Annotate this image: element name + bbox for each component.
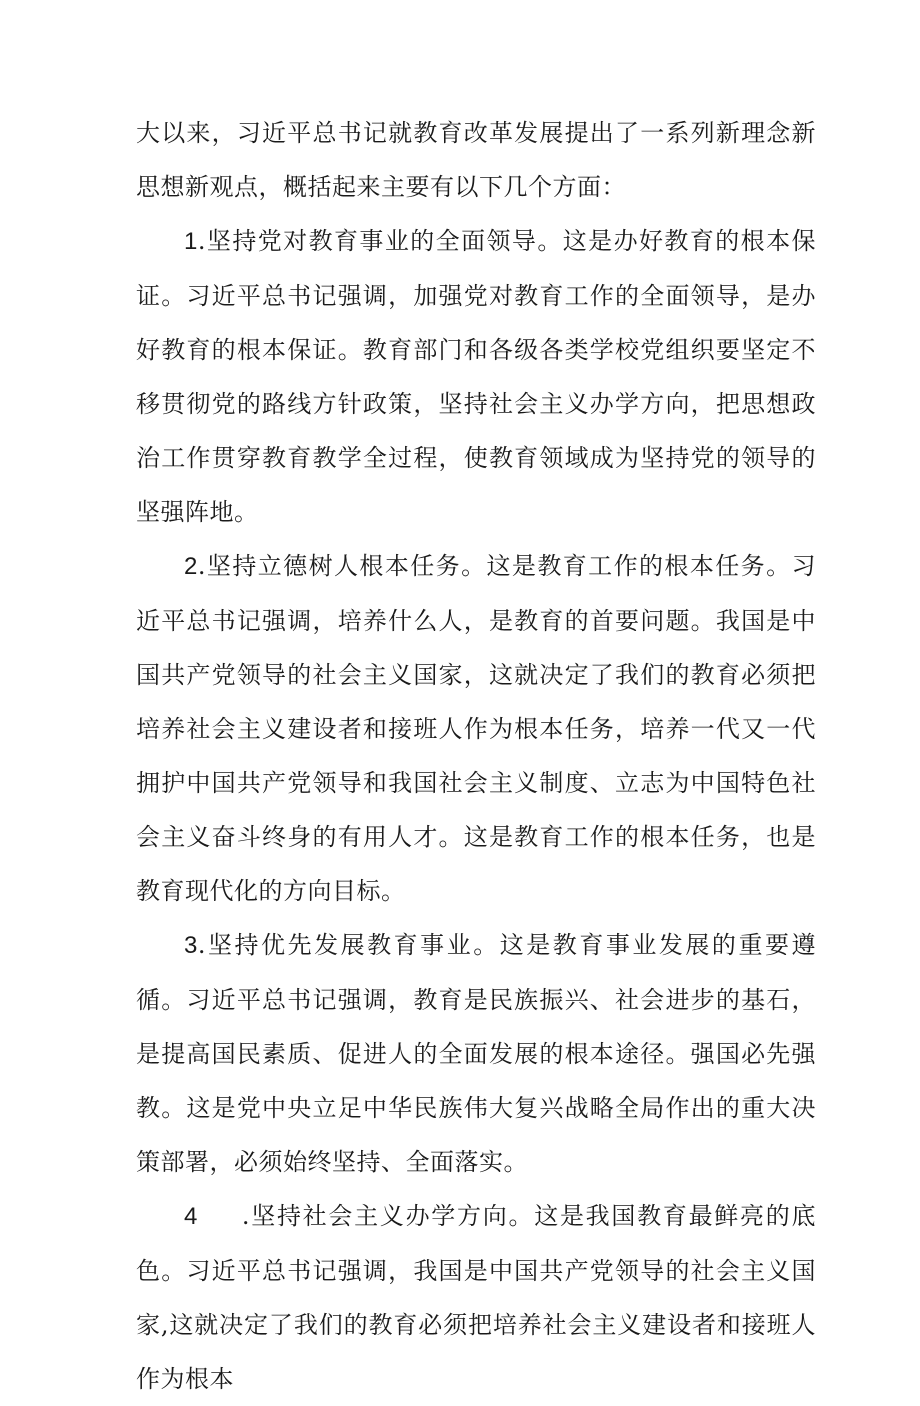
- item-number: 2: [184, 553, 198, 580]
- intro-text: 大以来，习近平总书记就教育改革发展提出了一系列新理念新思想新观点，概括起来主要有以下几个方面：: [136, 119, 816, 201]
- item-text: .坚持社会主义办学方向。这是我国教育最鲜亮的底色。习近平总书记强调，我国是中国共产党领导的社会主义国家,这就决定了我们的教育必须把培养社会主义建设者和接班人作为根本: [136, 1202, 816, 1393]
- item-paragraph-2: [136, 539, 816, 918]
- item-text: .坚持党对教育事业的全面领导。这是办好教育的根本保证。习近平总书记强调，加强党对教育工作的全面领导，是办好教育的根本保证。教育部门和各级各类学校党组织要坚定不移贯彻党的路线方针政策，坚持社会主义办学方向，把思想政治工作贯穿教育教学全过程，使教育领域成为坚持党的领导的坚强阵地。: [136, 227, 816, 526]
- item-paragraph-3: [136, 918, 816, 1189]
- item-paragraph-1: [136, 214, 816, 539]
- item-paragraph-4: [136, 1189, 816, 1406]
- document-body: [136, 106, 816, 1406]
- item-number: 1: [184, 228, 198, 255]
- item-number: 4: [184, 1203, 198, 1230]
- item-number: 3: [184, 932, 198, 959]
- intro-paragraph: [136, 106, 816, 214]
- item-text: .坚持优先发展教育事业。这是教育事业发展的重要遵循。习近平总书记强调，教育是民族振兴、社会进步的基石，是提高国民素质、促进人的全面发展的根本途径。强国必先强教。这是党中央立足中华民族伟大复兴战略全局作出的重大决策部署，必须始终坚持、全面落实。: [136, 931, 816, 1176]
- item-text: .坚持立德树人根本任务。这是教育工作的根本任务。习近平总书记强调，培养什么人，是教育的首要问题。我国是中国共产党领导的社会主义国家，这就决定了我们的教育必须把培养社会主义建设者和接班人作为根本任务，培养一代又一代拥护中国共产党领导和我国社会主义制度、立志为中国特色社会主义奋斗终身的有用人才。这是教育工作的根本任务，也是教育现代化的方向目标。: [136, 552, 816, 905]
